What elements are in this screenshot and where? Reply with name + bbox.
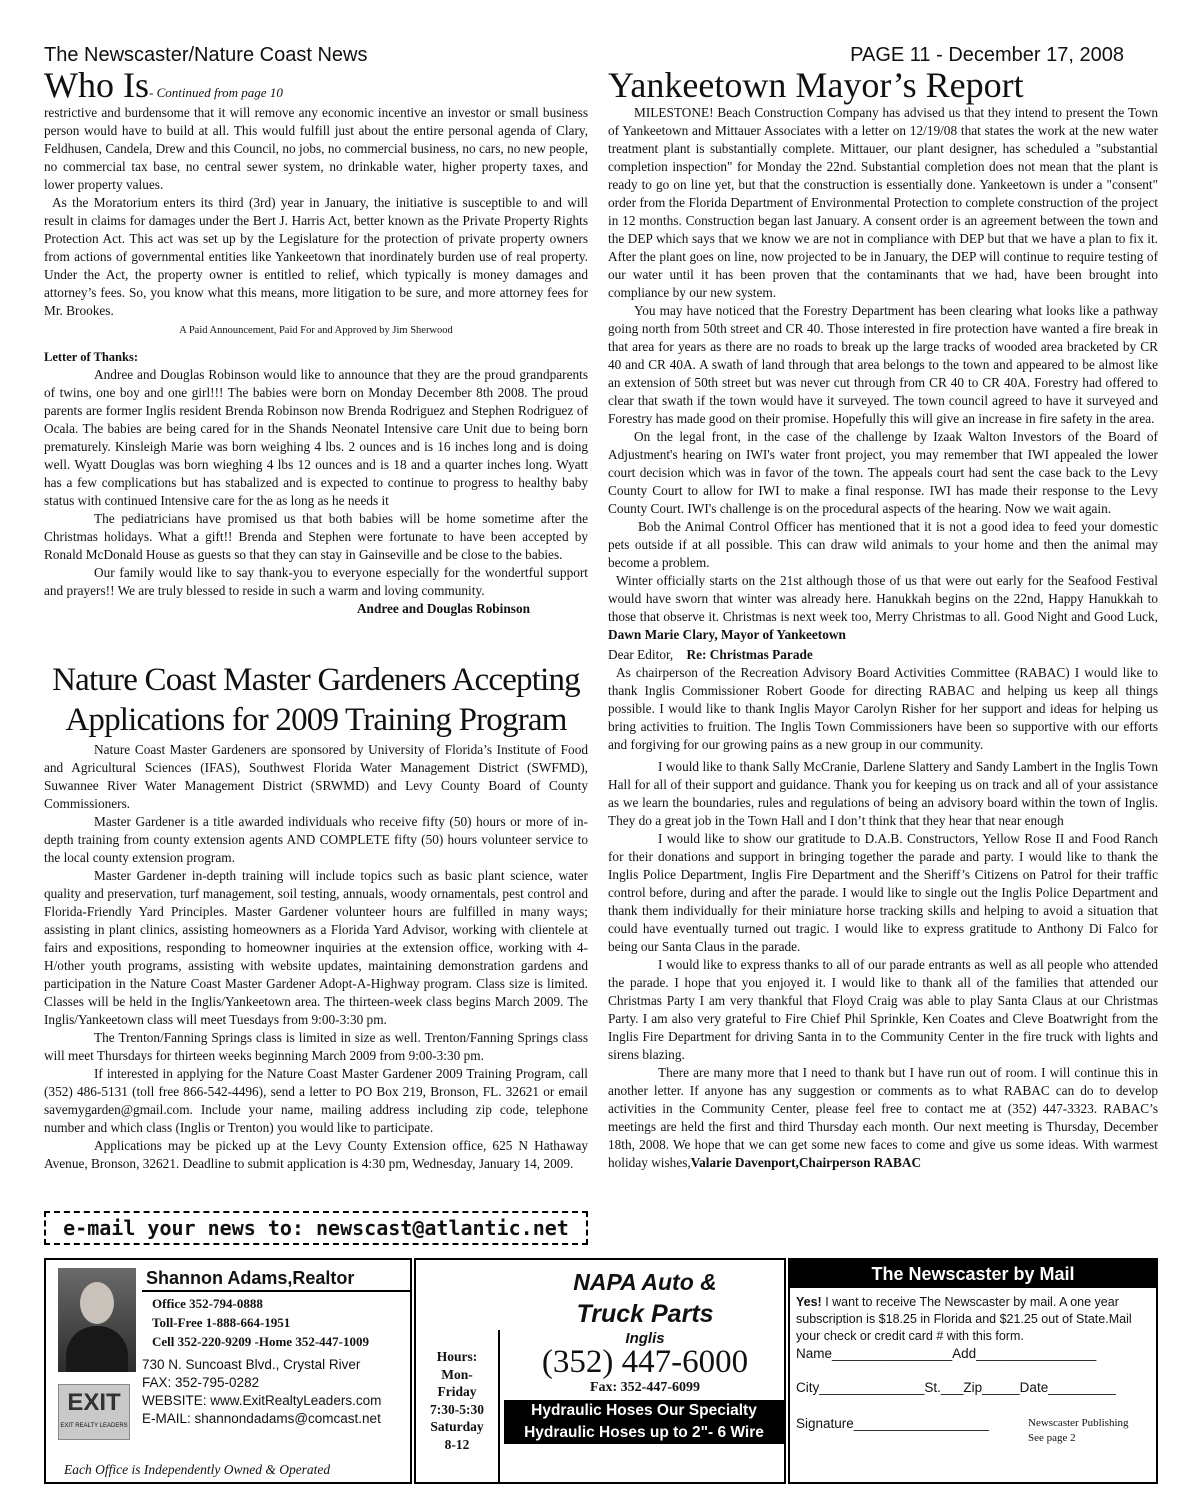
realtor-cell: Cell 352-220-9209 -Home 352-447-1009 (152, 1334, 369, 1349)
letter-thanks-p3: Our family would like to say thank-you to everyone especially for the wondertful support and prayers!! We are truly blessed to reside in such a warm and loving community. (44, 565, 588, 598)
gardeners-p4: The Trenton/Fanning Springs class is limited in size as well. Trenton/Fanning Springs class will meet Thursdays for thirteen weeks beginning March 2009 from 9:00-3:30 pm. (44, 1030, 588, 1063)
gardeners-p6: Applications may be picked up at the Levy County Extension office, 625 N Hathaway Avenue, Bronson, 32621. Deadline to submit application is 4:30 pm, Wednesday, January 14, 2009. (44, 1138, 588, 1171)
napa-specialty-bar (504, 1400, 784, 1444)
letter-of-thanks (44, 348, 588, 618)
napa-location: Inglis (625, 1330, 665, 1347)
mail-signature-field[interactable]: Signature__________________ (796, 1416, 989, 1431)
mail-yes: Yes! (796, 1295, 822, 1309)
napa-hours-sat: Saturday (430, 1419, 484, 1434)
napa-ad (414, 1258, 786, 1484)
exit-logo-text: EXIT (67, 1389, 121, 1416)
masthead-left: The Newscaster/Nature Coast News (44, 44, 368, 66)
napa-hours (416, 1330, 500, 1484)
gardeners-heading (44, 660, 588, 740)
napa-bar-1: Hydraulic Hoses Our Specialty (531, 1402, 757, 1419)
mayor-p4: Bob the Animal Control Officer has mentioned that it is not a good idea to feed your domestic pets outside if at all possible. This can draw wild animals to your home and then the animal may become a problem. (608, 519, 1158, 570)
exit-logo (58, 1384, 130, 1440)
gardeners-p2: Master Gardener is a title awarded individuals who receive fifty (50) hours or more of in-depth training from county extension agents AND COMPLETE fifty (50) hours volunteer service to the local county extension program. (44, 814, 588, 865)
editor-p4: I would like to express thanks to all of our parade entrants as well as all people who attended the parade. I hope that you enjoyed it. I would like to thank all of the families that attended our Christmas Party I am very thankful that Floyd Craig was able to play Santa Claus at our Christmas Party. I am also very grateful to Fire Chief Phil Sprinkle, Ken Coates and Cleve Boatwright from the Inglis Fire Department for driving Santa in to the Community Center in the fire truck with lights and sirens blazing. (608, 957, 1158, 1062)
napa-title (506, 1266, 784, 1330)
napa-hours-mon: Mon- (441, 1366, 473, 1382)
realtor-address: 730 N. Suncoast Blvd., Crystal River (142, 1357, 361, 1372)
letter-thanks-p1: Andree and Douglas Robinson would like to announce that they are the proud grandparents of twins, one boy and one girl!!! The babies were born on Monday December 8th 2008. The proud parents are former Inglis resident Brenda Robinson now Brenda Rodriguez and Stephen Rodriguez of Ocala. The babies are being cared for in the Shands Neonatel Intensive care Unit due to being born prematurely. Kinsleigh Marie was born weighing 4 lbs. 2 ounces and is 16 inches long and is doing well. Wyatt Douglas was born wieghing 4 lbs 12 ounces and is 18 and a quarter inches long. Wyatt has a few complications but has stabalized and is expected to continue to progress to healthy baby status with continued Intensive care for the as long as he needs it (44, 367, 588, 508)
gardeners-p5: If interested in applying for the Nature Coast Master Gardener 2009 Training Program, call (352) 486-5131 (toll free 866-542-4496), send a letter to PO Box 219, Bronson, FL. 32621 or email savemygarden@gmail.com. Include your name, mailing address including zip code, telephone number and which class (Inglis or Trenton) you would like to participate. (44, 1066, 588, 1135)
who-is-p2: As the Moratorium enters its third (3rd) year in January, the initiative is susceptible to and will result in claims for damages under the Bert J. Harris Act, better known as the Private Property Rights Protection Act. This act was set up by the Legislature for the protection of private property owners from actions of governmental entities like Yankeetown that inordinately burden use of real property. Under the Act, the property owner is entitled to relief, which typically is money damages and attorney’s fees. So, you know what this means, more litigation to be sure, and more attorney fees for Mr. Brookes. (44, 195, 588, 318)
realtor-phones (152, 1294, 369, 1351)
editor-salutation: Dear Editor, (608, 647, 674, 662)
continued-note: - Continued from page 10 (148, 85, 283, 100)
who-is-article (44, 104, 588, 340)
gardeners-p1: Nature Coast Master Gardeners are sponsored by University of Florida’s Institute of Food and Agricultural Sciences (IFAS), Southwest Florida Water Management District (SWFMD), Suwannee River Water Management District (SRWMD) and Levy County Board of County Commissioners. (44, 742, 588, 811)
gardeners-p3: Master Gardener in-depth training will include topics such as basic plant science, water quality and preservation, turf management, soil testing, annuals, woody ornamentals, pest control and Florida-Friendly Yard Principles. Master Gardener volunteer hours are fulfilled in many ways; assisting in plant clinics, assisting homeowners as a Florida Yard Advisor, working with clientele at fairs and expositions, responding to homeowner inquiries at the extension office, working with 4-H/other youth programs, assisting with website updates, maintaining demonstration gardens and participation in the Nature Coast Master Gardener Adopt-A-Highway program. Class size is limited. Classes will be held in the Inglis/Yankeetown area. The thirteen-week class begins March 2009. The Inglis/Yankeetown class will meet Tuesdays from 9:00-3:30 pm. (44, 868, 588, 1027)
mail-see-page: See page 2 (1028, 1432, 1076, 1444)
realtor-shoulders (66, 1326, 128, 1372)
realtor-website[interactable]: WEBSITE: www.ExitRealtyLeaders.com (142, 1393, 382, 1408)
editor-p3: I would like to show our gratitude to D.A.B. Constructors, Yellow Rose II and Food Ranch for their donations and support in bringing together the parade and party. I would like to thank the Inglis Police Department, Inglis Fire Department and the Sheriff’s Citizens on Patrol for their traffic control before, during and after the parade. I would like to single out the Inglis Police Department and thank them individually for their miniature horse tracking skills and helping to avoid a situation that could have eventually turned out tragic. I would like to express gratitude to Anthony Di Falco for being our Santa Claus in the parade. (608, 831, 1158, 954)
exit-logo-sub: EXIT REALTY LEADERS (60, 1423, 128, 1429)
mayor-p5: Winter officially starts on the 21st although those of us that were out early for the Seafood Festival would have sworn that winter was already here. Hanukkah begins on the 22nd, Happy Hanukkah to those that observe it. Christmas is next week too, Merry Christmas to all. Good Night and Good Luck, (608, 573, 1158, 624)
letter-thanks-title: Letter of Thanks: (44, 350, 138, 364)
napa-hours-time: 7:30-5:30 (430, 1401, 484, 1417)
realtor-fax: FAX: 352-795-0282 (142, 1375, 260, 1390)
mail-subscription-ad (788, 1258, 1158, 1484)
editor-p2: I would like to thank Sally McCranie, Darlene Slattery and Sandy Lambert in the Inglis Town Hall for all of their support and guidance. Thank you for keeping us on track and all of your assistance as we learn the boundaries, rules and regulations of being an advisory board within the town of Inglis. They do a great job in the Town Hall and I don’t think that they hear that near enough (608, 759, 1158, 828)
who-is-p1: restrictive and burdensome that it will remove any economic incentive an investor or small business person would have to build at all. This would fulfill just about the entire personal agenda of Clary, Feldhusen, Candela, Drew and this Council, no jobs, no commercial business, no cars, no new people, no commercial tax base, no central sewer system, no drinkable water, higher property taxes, and lower property values. (44, 105, 588, 192)
realtor-tollfree: Toll-Free 1-888-664-1951 (152, 1315, 291, 1330)
realtor-office: Office 352-794-0888 (152, 1296, 263, 1311)
paid-announcement: A Paid Announcement, Paid For and Approved by Jim Sherwood (179, 325, 453, 336)
mail-title: The Newscaster by Mail (790, 1260, 1156, 1288)
mail-city-field[interactable]: City______________St.___Zip_____Date_________ (796, 1380, 1116, 1395)
napa-phone: (352) 447-6000 (541, 1344, 749, 1380)
who-is-title: Who Is (44, 65, 149, 105)
realtor-face (80, 1282, 114, 1324)
mayor-signoff: Dawn Marie Clary, Mayor of Yankeetown (608, 627, 846, 642)
editor-p5: There are many more that I need to thank but I have run out of room. I will continue this in another letter. If anyone has any suggestion or comments as to what RABAC can do to develop activities in the Community Center, please feel free to contact me at (352) 447-3323. RABAC’s meetings are held the first and third Thursday each month. Our next meeting is Thursday, December 18th, 2008. We hope that we can get some new faces to come and give us some ideas. With warmest holiday wishes, (608, 1065, 1158, 1170)
napa-hours-fri: Friday (437, 1384, 477, 1399)
mail-publishing: Newscaster Publishing (1028, 1417, 1129, 1429)
letter-thanks-p2: The pediatricians have promised us that both babies will be home sometime after the Christmas holidays. What a gift!! Brenda and Stephen were fortunate to have been accepted by Ronald McDonald House as guests so that they can stay in Gainseville and be close to the babies. (44, 511, 588, 562)
who-is-heading (44, 66, 588, 104)
napa-fax: Fax: 352-447-6099 (589, 1380, 701, 1395)
mayor-p2: You may have noticed that the Forestry Department has been clearing what looks like a pathway going north from 50th street and CR 40. Those interested in fire protection have wanted a fire break in that area for years as there are no roads to break up the large tracks of wooded area bracketed by CR 40 and CR 40A. A swath of land through that area belongs to the town and appeared to be almost like an extension of 50th street but was never cut through from CR 40 to CR 40A. Forestry had offered to clear that swath if the town would have it surveyed. The town council agreed to have it surveyed and Forestry has made good on their promise. Hopefully this will give an increase in fire safety in the area. (608, 303, 1158, 426)
realtor-footer: Each Office is Independently Owned & Operated (64, 1462, 331, 1477)
editor-signoff: Valarie Davenport,Chairperson RABAC (690, 1155, 922, 1170)
mayor-p3: On the legal front, in the case of the challenge by Izaak Walton Investors of the Board of Adjustment's hearing on IWI's water front project, you may remember that IWI appealed the lower court decision which was in favor of the town. The appeals court had sent the case back to the Levy County Court to allow for IWI to make a final response. IWI has made their response to the Levy County Court. IWI's challenge is on the procedural aspects of the hearing. Now we wait again. (608, 429, 1158, 516)
mayor-p1: MILESTONE! Beach Construction Company has advised us that they intend to present the Town of Yankeetown and Mittauer Associates with a letter on 12/19/08 that states the work at the new water treatment plant is substantially complete. Mittauer, our plant designer, has scheduled a "substantial completion inspection" for Monday the 22nd. Substantial completion does not mean that the plant is ready to go on line yet, but that the construction is essentially done. Yankeetown is under a "consent" order from the Florida Department of Environmental Protection to complete construction of the project in 12 months. Construction began last January. A consent order is an agreement between the town and the DEP which says that we know we are not in compliance with DEP but that we have a plan to fix it. After the plant goes on line, now projected to be in January, the DEP will continue to require testing of our water until it has been proven that the contaminants that we had, have been brought into compliance by our new system. (608, 105, 1158, 300)
mail-name-field[interactable]: Name________________Add________________ (796, 1346, 1097, 1361)
gardeners-title-1: Nature Coast Master Gardeners Accepting (52, 662, 580, 698)
realtor-ad (44, 1258, 412, 1484)
napa-hours-label: Hours: (436, 1349, 478, 1364)
realtor-name: Shannon Adams,Realtor (146, 1268, 355, 1288)
gardeners-title-2: Applications for 2009 Training Program (65, 702, 567, 738)
email-banner[interactable]: e-mail your news to: newscast@atlantic.net (44, 1211, 588, 1245)
editor-re: Re: Christmas Parade (686, 647, 813, 662)
mail-publisher (1028, 1416, 1129, 1446)
editor-p1: As chairperson of the Recreation Advisory Board Activities Committee (RABAC) I would like to thank Inglis Commissioner Robert Goode for directing RABAC and helping us keep all things possible. I would like to thank Inglis Mayor Carolyn Risher for her support and ideas for helping us bring activities to fruition. The Inglis Town Commissioners have been so supportive with our efforts and forgiving for our growing pains as a new group in our community. (608, 665, 1158, 752)
napa-bar-2: Hydraulic Hoses up to 2"- 6 Wire (524, 1424, 764, 1441)
napa-hours-sat-time: 8-12 (444, 1436, 470, 1452)
mail-description (796, 1294, 1150, 1345)
gardeners-article (44, 741, 588, 1173)
realtor-email[interactable]: E-MAIL: shannondadams@comcast.net (142, 1411, 381, 1426)
napa-title-1: NAPA Auto & (573, 1269, 717, 1295)
letter-thanks-signature: Andree and Douglas Robinson (356, 601, 530, 616)
realtor-contact (142, 1356, 381, 1428)
mayor-report (608, 104, 1158, 1172)
mail-text: I want to receive The Newscaster by mail. A one year subscription is $18.25 in Florida and $21.25 out of State.Mail your check or credit card # with this form. (796, 1295, 1132, 1343)
napa-title-2: Truck Parts (576, 1300, 714, 1328)
mayor-report-title: Yankeetown Mayor’s Report (608, 65, 1024, 105)
realtor-photo (58, 1268, 136, 1372)
page-date: PAGE 11 - December 17, 2008 (850, 44, 1124, 66)
